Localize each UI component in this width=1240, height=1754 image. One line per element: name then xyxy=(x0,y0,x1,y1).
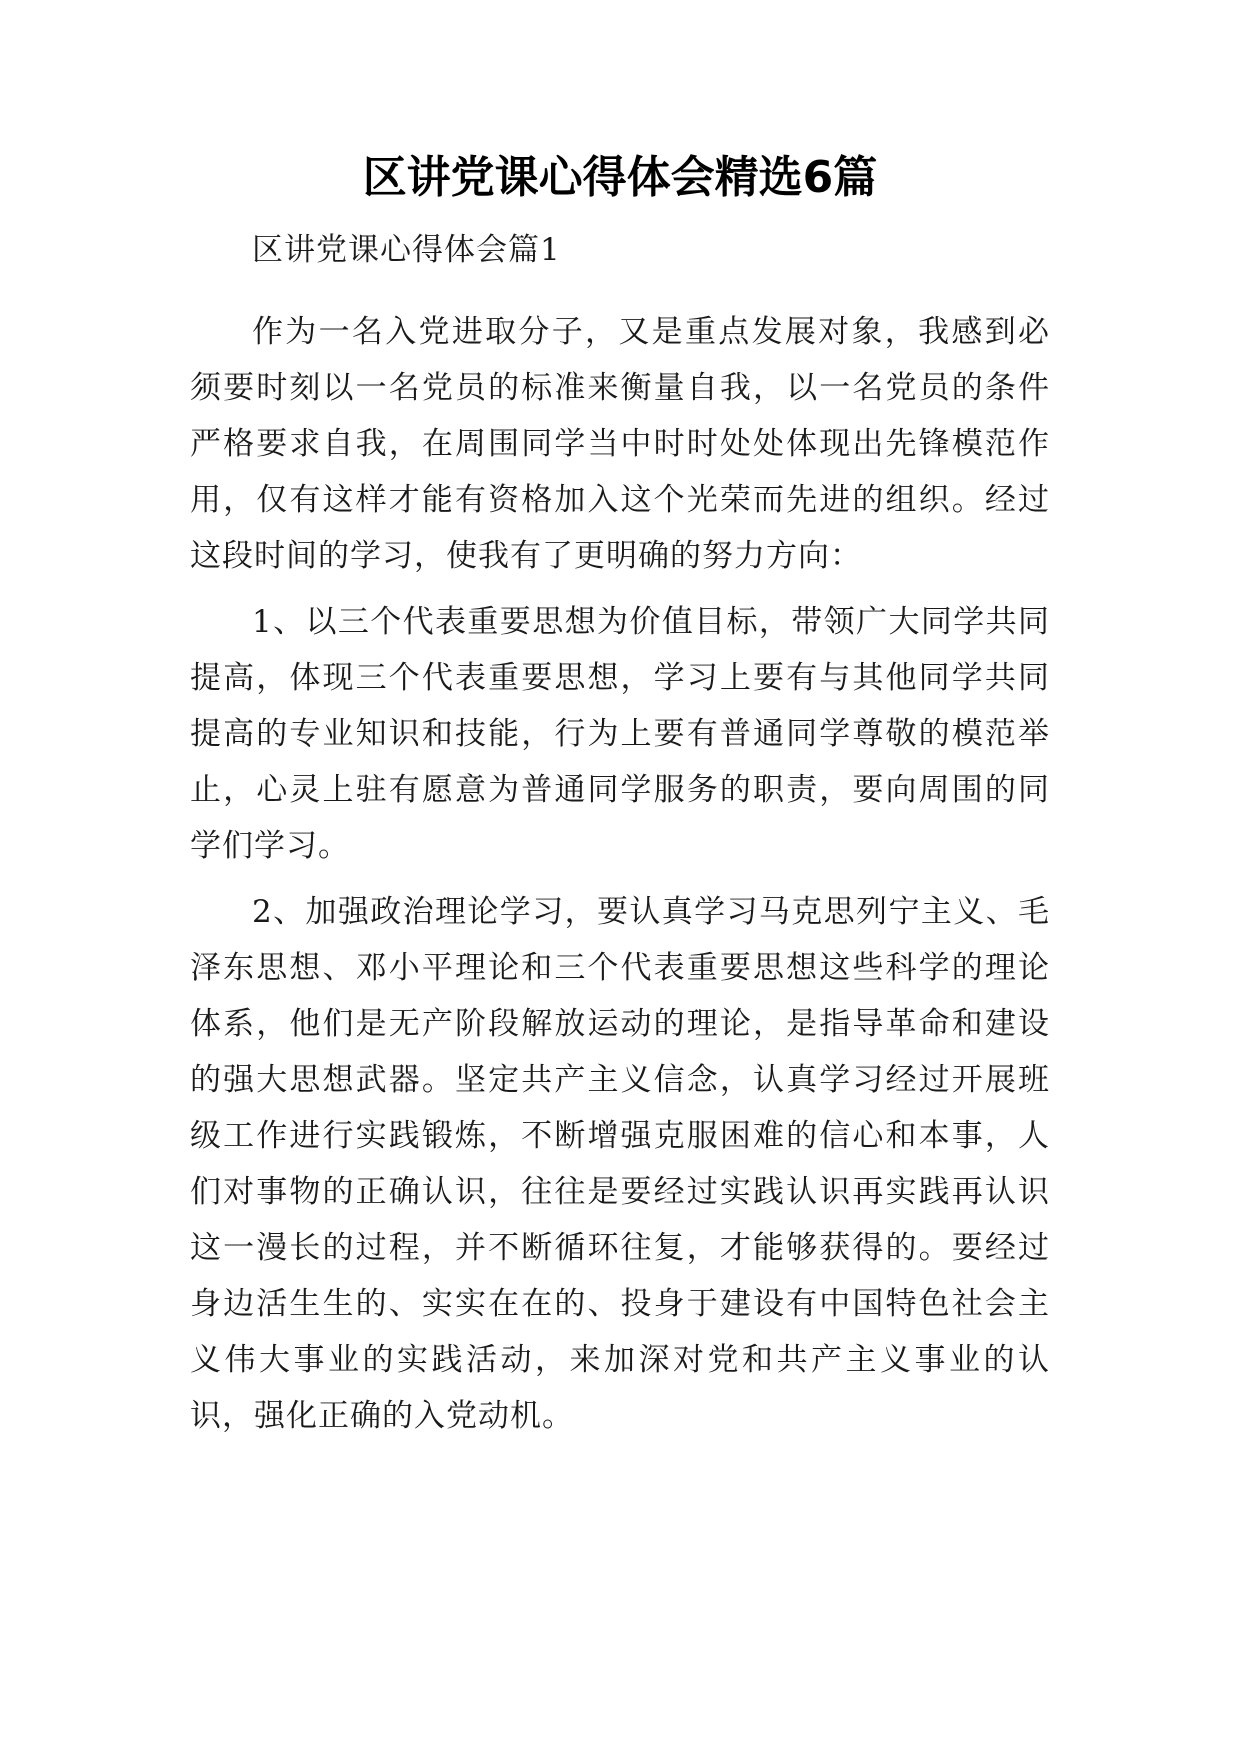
section-heading: 区讲党课心得体会篇1 xyxy=(252,232,561,268)
paragraph-intro: 作为一名入党进取分子，又是重点发展对象，我感到必须要时刻以一名党员的标准来衡量自我，以一名党员的条件严格要求自我，在周围同学当中时时处处体现出先锋模范作用，仅有这样才能有资格加入这个光荣而先进的组织。经过这段时间的学习，使我有了更明确的努力方向： xyxy=(190,314,1050,574)
paragraph-point-2: 2、加强政治理论学习，要认真学习马克思列宁主义、毛泽东思想、邓小平理论和三个代表重要思想这些科学的理论体系，他们是无产阶段解放运动的理论，是指导革命和建设的强大思想武器。坚定共产主义信念，认真学习经过开展班级工作进行实践锻炼，不断增强克服困难的信心和本事，人们对事物的正确认识，往往是要经过实践认识再实践再认识这一漫长的过程，并不断循环往复，才能够获得的。要经过身边活生生的、实实在在的、投身于建设有中国特色社会主义伟大事业的实践活动，来加深对党和共产主义事业的认识，强化正确的入党动机。 xyxy=(190,894,1050,1434)
document-body xyxy=(190,222,1050,1454)
document-title: 区讲党课心得体会精选6篇 xyxy=(362,152,878,203)
paragraph-point-1: 1、以三个代表重要思想为价值目标，带领广大同学共同提高，体现三个代表重要思想，学习上要有与其他同学共同提高的专业知识和技能，行为上要有普通同学尊敬的模范举止，心灵上驻有愿意为普通同学服务的职责，要向周围的同学们学习。 xyxy=(190,604,1050,864)
